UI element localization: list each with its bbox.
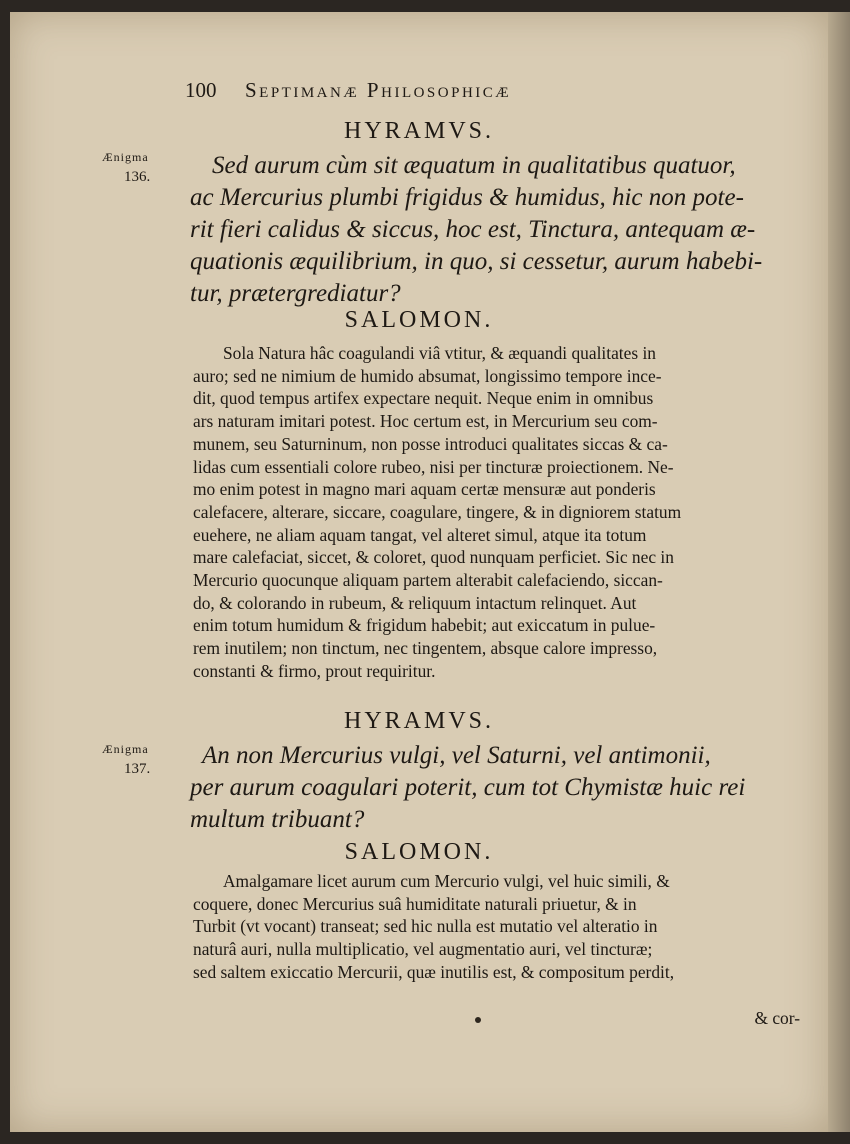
text-line: coquere, donec Mercurius suâ humiditate naturali priuetur, & in bbox=[193, 893, 637, 914]
margin-number: 136. bbox=[124, 169, 151, 185]
margin-note bbox=[102, 742, 150, 778]
margin-label: Ænigma bbox=[102, 150, 149, 164]
text-line: Sed aurum cùm sit æquatum in qualitatibus quatuor, bbox=[212, 152, 736, 179]
text-line: dit, quod tempus artifex expectare nequit. Neque enim in omnibus bbox=[193, 388, 654, 409]
text-line: per aurum coagulari poterit, cum tot Chymistæ huic rei bbox=[190, 774, 746, 801]
text-line: Amalgamare licet aurum cum Mercurio vulgi, vel huic simili, & bbox=[223, 871, 670, 891]
question-paragraph bbox=[190, 150, 762, 310]
running-title: Septimanæ Philosophicæ bbox=[245, 78, 512, 102]
text-line: lidas cum essentiali colore rubeo, nisi per tincturæ proiectionem. Ne- bbox=[193, 456, 674, 477]
text-line: multum tribuant? bbox=[190, 806, 365, 833]
page-edge bbox=[828, 12, 850, 1132]
catchword: & cor- bbox=[754, 1008, 800, 1028]
text-line: ars naturam imitari potest. Hoc certum est, in Mercurium seu com- bbox=[193, 411, 658, 432]
speaker-heading: SALOMON. bbox=[344, 839, 494, 865]
text-line: sed saltem exiccatio Mercurii, quæ inutilis est, & compositum perdit, bbox=[193, 961, 675, 982]
book-page bbox=[10, 12, 828, 1132]
text-line: mare calefaciat, siccet, & coloret, quod nunquam perficiet. Sic nec in bbox=[193, 547, 674, 568]
page-number: 100 bbox=[185, 78, 217, 102]
text-line: rem inutilem; non tinctum, nec tingentem, absque calore impresso, bbox=[193, 638, 658, 659]
text-line: calefacere, alterare, siccare, coagulare, tingere, & in digniorem statum bbox=[193, 501, 682, 522]
text-line: auro; sed ne nimium de humido absumat, longissimo tempore ince- bbox=[193, 365, 662, 386]
text-line: constanti & firmo, prout requiritur. bbox=[193, 660, 436, 681]
text-line: rit fieri calidus & siccus, hoc est, Tinctura, antequam æ- bbox=[190, 216, 756, 243]
question-paragraph bbox=[190, 740, 745, 836]
text-line: naturâ auri, nulla multiplicatio, vel augmentatio auri, vel tincturæ; bbox=[193, 939, 653, 960]
text-line: tur, prætergrediatur? bbox=[190, 280, 401, 307]
text-line: enim totum humidum & frigidum habebit; aut exiccatum in pulue- bbox=[193, 615, 656, 636]
ink-dot bbox=[475, 1017, 481, 1023]
margin-number: 137. bbox=[124, 761, 151, 777]
text-line: euehere, ne aliam aquam tangat, vel alteret simul, atque ita totum bbox=[193, 524, 647, 545]
speaker-heading: HYRAMVS. bbox=[343, 708, 495, 734]
answer-paragraph bbox=[193, 342, 681, 683]
speaker-heading: SALOMON. bbox=[344, 307, 494, 333]
margin-note bbox=[102, 150, 150, 186]
text-line: quationis æquilibrium, in quo, si cessetur, aurum habebi- bbox=[190, 248, 763, 275]
margin-label: Ænigma bbox=[102, 742, 149, 756]
text-line: Mercurio quocunque aliquam partem alterabit calefaciendo, siccan- bbox=[193, 570, 663, 591]
text-line: ac Mercurius plumbi frigidus & humidus, hic non pote- bbox=[190, 184, 744, 211]
text-line: Turbit (vt vocant) transeat; sed hic nulla est mutatio vel alteratio in bbox=[193, 916, 658, 937]
text-line: Sola Natura hâc coagulandi viâ vtitur, & æquandi qualitates in bbox=[223, 343, 656, 363]
speaker-heading: HYRAMVS. bbox=[343, 118, 495, 144]
text-line: An non Mercurius vulgi, vel Saturni, vel antimonii, bbox=[202, 742, 711, 769]
answer-paragraph bbox=[193, 870, 674, 984]
running-header bbox=[185, 78, 511, 103]
text-line: mo enim potest in magno mari aquam certæ mensuræ aut ponderis bbox=[193, 479, 656, 500]
text-line: munem, seu Saturninum, non posse introduci qualitates siccas & ca- bbox=[193, 433, 668, 454]
text-line: do, & colorando in rubeum, & reliquum intactum relinquet. Aut bbox=[193, 592, 637, 613]
